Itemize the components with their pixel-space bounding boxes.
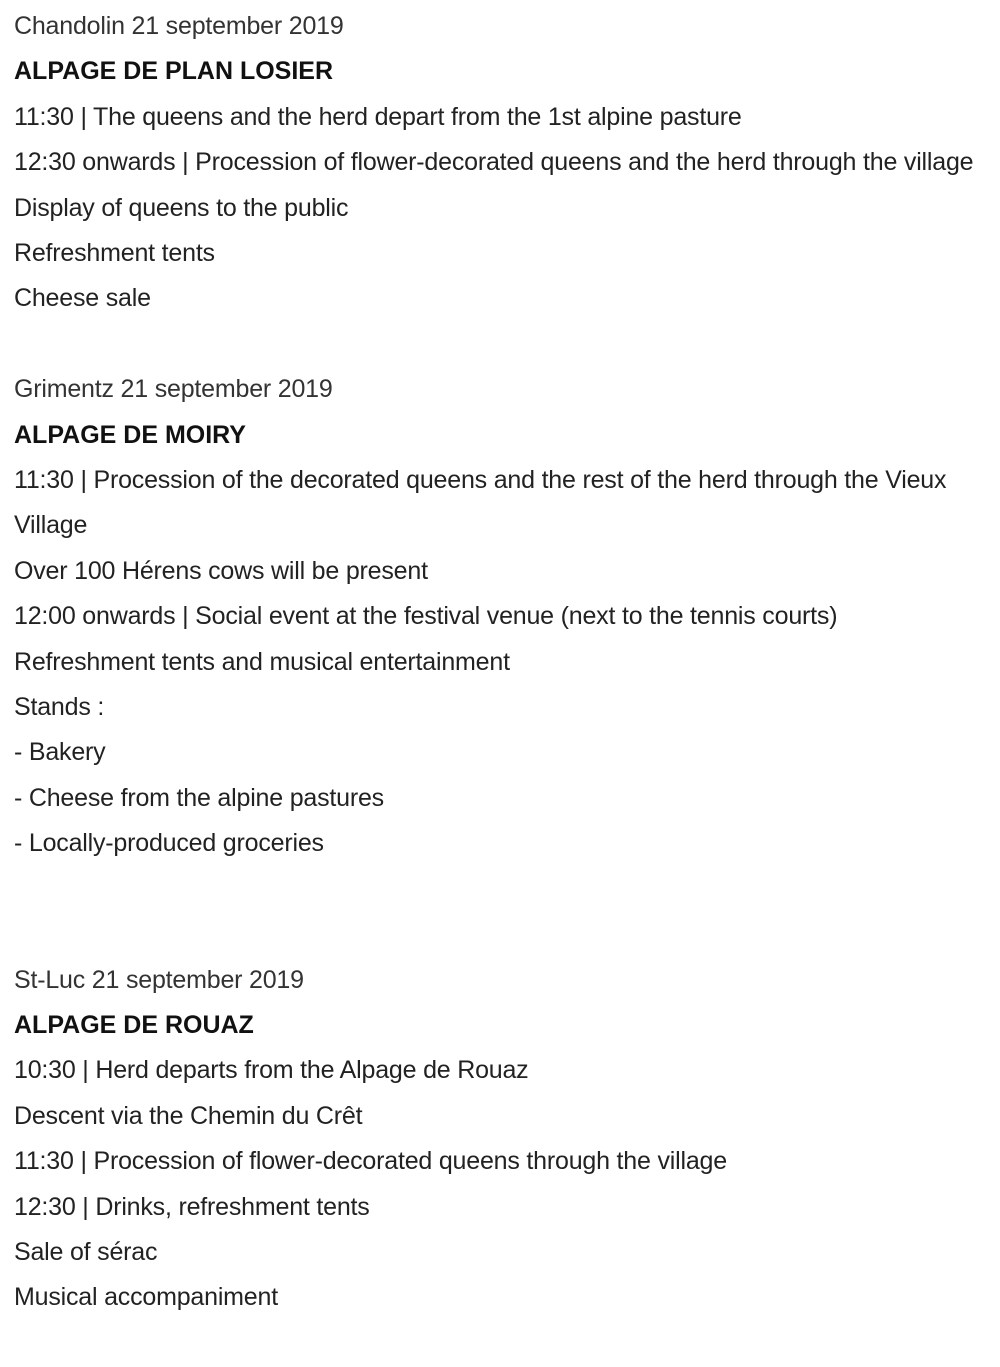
event-line: 10:30 | Herd departs from the Alpage de Rouaz <box>14 1056 529 1085</box>
event-title: ALPAGE DE ROUAZ <box>14 1010 254 1039</box>
spacer <box>14 867 986 958</box>
event-title: ALPAGE DE PLAN LOSIER <box>14 57 334 86</box>
event-line: Cheese sale <box>14 284 151 313</box>
event-line: Refreshment tents <box>14 239 215 268</box>
event-chandolin <box>14 4 986 322</box>
event-grimentz <box>14 367 986 866</box>
event-line: 12:30 | Drinks, refreshment tents <box>14 1192 370 1221</box>
event-line: Stands : <box>14 693 105 722</box>
event-st-luc <box>14 958 986 1321</box>
event-title: ALPAGE DE MOIRY <box>14 420 246 449</box>
event-line: 11:30 | Procession of the decorated queens and the rest of the herd through the Vieux Village <box>14 466 947 540</box>
event-line: - Locally-produced groceries <box>14 829 324 858</box>
event-line: - Bakery <box>14 738 106 767</box>
event-line: Musical accompaniment <box>14 1283 278 1312</box>
event-date: St-Luc 21 september 2019 <box>14 965 304 994</box>
event-date: Chandolin 21 september 2019 <box>14 12 344 40</box>
event-line: - Cheese from the alpine pastures <box>14 783 384 812</box>
event-line: 12:00 onwards | Social event at the festival venue (next to the tennis courts) <box>14 602 838 631</box>
event-line: Descent via the Chemin du Crêt <box>14 1101 363 1130</box>
event-line: 11:30 | The queens and the herd depart from the 1st alpine pasture <box>14 102 742 131</box>
spacer <box>14 322 986 367</box>
event-line: Refreshment tents and musical entertainment <box>14 647 510 676</box>
event-line: Over 100 Hérens cows will be present <box>14 556 428 585</box>
event-line: Sale of sérac <box>14 1237 158 1266</box>
event-line: Display of queens to the public <box>14 193 349 222</box>
event-line: 11:30 | Procession of flower-decorated queens through the village <box>14 1147 727 1176</box>
event-date: Grimentz 21 september 2019 <box>14 375 333 404</box>
event-line: 12:30 onwards | Procession of flower-decorated queens and the herd through the village <box>14 148 974 177</box>
